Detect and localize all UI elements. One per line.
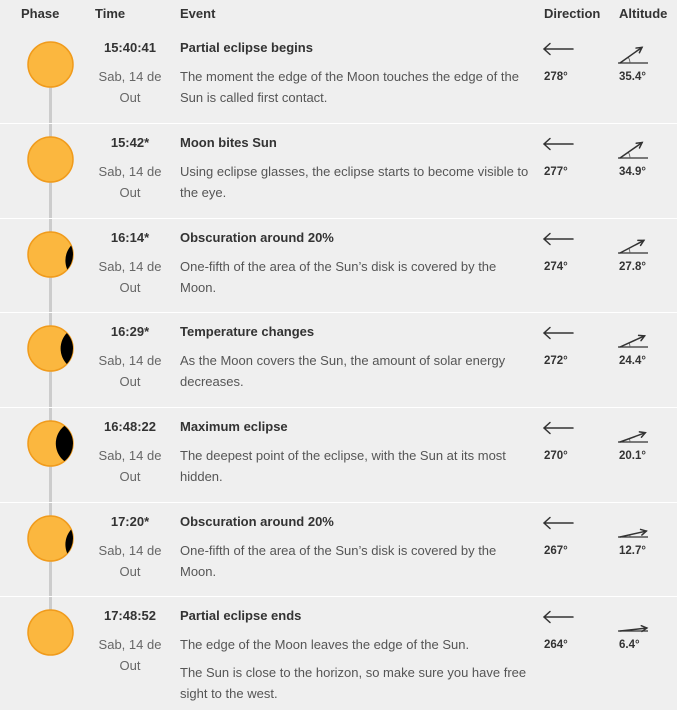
sun-phase-icon — [27, 136, 74, 183]
direction-value: 278° — [544, 71, 568, 83]
event-description: As the Moon covers the Sun, the amount of solar energy decreases. — [180, 353, 506, 389]
altitude-value: 24.4° — [619, 355, 646, 367]
sun-phase-icon — [27, 325, 74, 372]
event-description-extra: The Sun is close to the horizon, so make sure you have free sight to the west. — [180, 665, 527, 701]
event-time: 17:20* — [110, 514, 150, 529]
row-divider — [0, 502, 677, 503]
event-date — [86, 634, 174, 676]
header-direction: Direction — [544, 6, 601, 21]
event-time: 16:14* — [110, 230, 150, 245]
event-title: Partial eclipse begins — [180, 40, 313, 55]
altitude-arrow-icon — [616, 134, 650, 160]
event-title: Maximum eclipse — [180, 419, 288, 434]
event-date-line2: Out — [119, 185, 141, 200]
altitude-value: 35.4° — [619, 71, 646, 83]
event-description: The moment the edge of the Moon touches the edge of the Sun is called first contact. — [180, 69, 519, 105]
event-title: Partial eclipse ends — [180, 608, 302, 623]
event-description: The edge of the Moon leaves the edge of the Sun. — [180, 637, 470, 652]
event-description: One-fifth of the area of the Sun’s disk is covered by the Moon. — [180, 259, 497, 295]
arrow-left-icon — [542, 610, 574, 624]
event-date-line2: Out — [119, 564, 141, 579]
arrow-left-icon — [542, 421, 574, 435]
altitude-arrow-icon — [616, 39, 650, 65]
event-date — [86, 161, 174, 203]
arrow-left-icon — [542, 232, 574, 246]
direction-value: 277° — [544, 166, 568, 178]
table-header — [0, 0, 677, 30]
altitude-value: 12.7° — [619, 545, 646, 557]
row-divider — [0, 596, 677, 597]
event-date-line1: Sab, 14 de — [98, 259, 162, 274]
sun-phase-icon — [27, 420, 74, 467]
event-time: 15:42* — [110, 135, 150, 150]
event-time: 17:48:52 — [103, 608, 157, 623]
row-divider — [0, 407, 677, 408]
altitude-value: 20.1° — [619, 450, 646, 462]
direction-value: 272° — [544, 355, 568, 367]
event-date-line1: Sab, 14 de — [98, 69, 162, 84]
sun-phase-icon — [27, 609, 74, 656]
event-title: Moon bites Sun — [180, 135, 277, 150]
altitude-value: 6.4° — [619, 639, 640, 651]
event-description: Using eclipse glasses, the eclipse starts to become visible to the eye. — [180, 164, 529, 200]
event-time: 16:29* — [110, 324, 150, 339]
event-title: Obscuration around 20% — [180, 514, 334, 529]
event-date-line1: Sab, 14 de — [98, 448, 162, 463]
header-event: Event — [180, 6, 216, 21]
altitude-arrow-icon — [616, 418, 650, 444]
event-date-line2: Out — [119, 90, 141, 105]
event-date-line2: Out — [119, 374, 141, 389]
event-date-line1: Sab, 14 de — [98, 353, 162, 368]
event-date-line1: Sab, 14 de — [98, 164, 162, 179]
event-time: 16:48:22 — [103, 419, 157, 434]
row-divider — [0, 218, 677, 219]
row-divider — [0, 312, 677, 313]
arrow-left-icon — [542, 516, 574, 530]
header-altitude: Altitude — [619, 6, 668, 21]
event-date-line2: Out — [119, 658, 141, 673]
event-date-line1: Sab, 14 de — [98, 543, 162, 558]
direction-value: 274° — [544, 261, 568, 273]
event-description: The deepest point of the eclipse, with the Sun at its most hidden. — [180, 448, 506, 484]
arrow-left-icon — [542, 326, 574, 340]
event-date-line1: Sab, 14 de — [98, 637, 162, 652]
altitude-value: 34.9° — [619, 166, 646, 178]
arrow-left-icon — [542, 137, 574, 151]
header-time: Time — [95, 6, 126, 21]
event-date-line2: Out — [119, 280, 141, 295]
event-date — [86, 350, 174, 392]
event-time: 15:40:41 — [103, 40, 157, 55]
header-phase: Phase — [21, 6, 60, 21]
event-date-line2: Out — [119, 469, 141, 484]
event-date — [86, 445, 174, 487]
event-description: One-fifth of the area of the Sun’s disk is covered by the Moon. — [180, 543, 497, 579]
row-divider — [0, 123, 677, 124]
event-title: Obscuration around 20% — [180, 230, 334, 245]
event-date — [86, 66, 174, 108]
altitude-arrow-icon — [616, 607, 650, 633]
event-date — [86, 256, 174, 298]
direction-value: 267° — [544, 545, 568, 557]
direction-value: 270° — [544, 450, 568, 462]
altitude-arrow-icon — [616, 513, 650, 539]
sun-phase-icon — [27, 41, 74, 88]
direction-value: 264° — [544, 639, 568, 651]
altitude-arrow-icon — [616, 323, 650, 349]
arrow-left-icon — [542, 42, 574, 56]
sun-phase-icon — [27, 515, 74, 562]
event-date — [86, 540, 174, 582]
altitude-arrow-icon — [616, 229, 650, 255]
event-title: Temperature changes — [180, 324, 315, 339]
sun-phase-icon — [27, 231, 74, 278]
altitude-value: 27.8° — [619, 261, 646, 273]
